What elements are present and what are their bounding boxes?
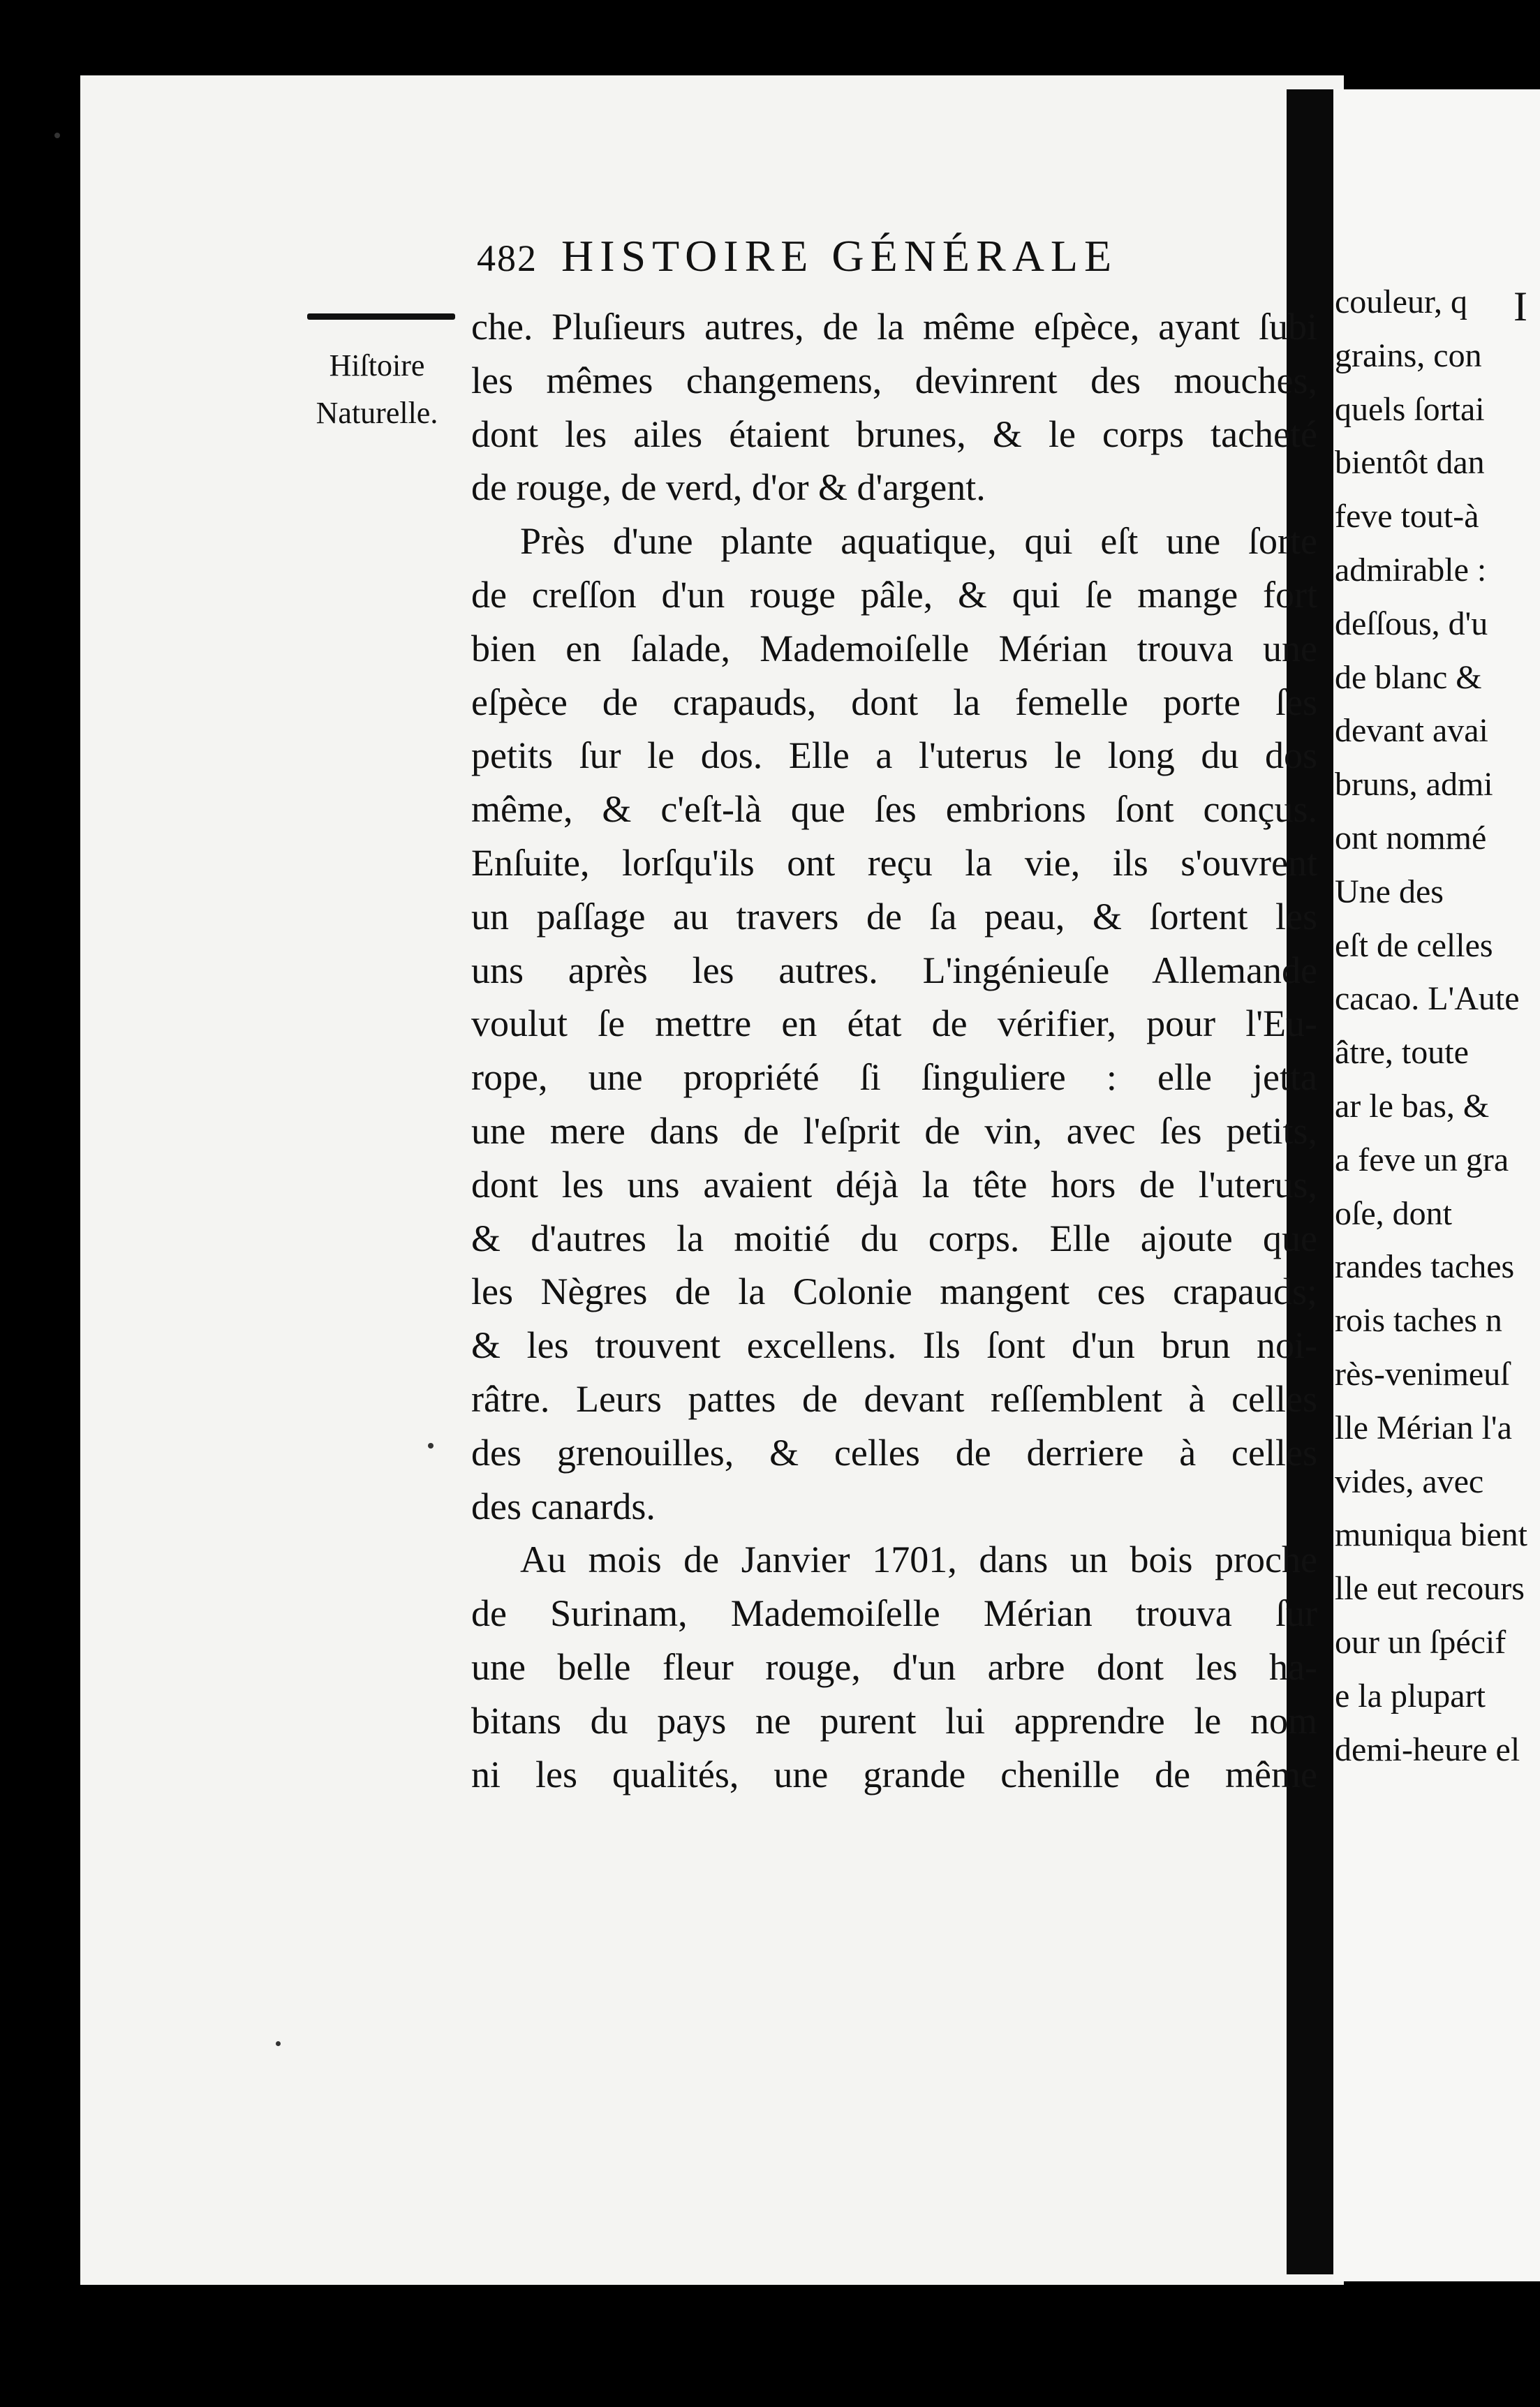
text-line: & d'autres la moitié du corps. Elle ajoute que	[471, 1217, 1317, 1259]
page-number: 482	[477, 237, 538, 279]
text-line: de creſſon d'un rouge pâle, & qui ſe mange fort	[471, 573, 1317, 616]
text-line: un paſſage au travers de ſa peau, & ſortent les	[471, 895, 1317, 938]
text-line: admirable :	[1335, 551, 1487, 588]
text-line: de rouge, de verd, d'or & d'argent.	[471, 466, 986, 509]
text-line: muniqua bient	[1335, 1516, 1527, 1554]
margin-note-line: Hiſtoire	[329, 348, 425, 383]
text-line: rès-venimeuſ	[1335, 1355, 1510, 1393]
text-line: Au mois de Janvier 1701, dans un bois proche	[520, 1539, 1317, 1581]
text-line: devant avai	[1335, 712, 1488, 750]
text-line: bien en ſalade, Mademoiſelle Mérian trouva une	[471, 627, 1317, 669]
text-line: vides, avec	[1335, 1462, 1484, 1500]
text-line: lle eut recours	[1335, 1570, 1525, 1608]
text-line: rope, une propriété ſi ſinguliere : elle jetta	[471, 1056, 1317, 1099]
margin-rule	[307, 313, 455, 320]
text-line: deſſous, d'u	[1335, 605, 1488, 642]
text-line: voulut ſe mettre en état de vérifier, pour l'Eu-	[471, 1002, 1317, 1045]
text-line: une mere dans de l'eſprit de vin, avec ſes petits,	[471, 1109, 1317, 1152]
body-text	[471, 300, 1317, 1801]
text-line: une belle fleur rouge, d'un arbre dont les ha-	[471, 1645, 1317, 1688]
text-line: ar le bas, &	[1335, 1087, 1490, 1125]
text-line: our un ſpécif	[1335, 1623, 1506, 1661]
text-line: bientôt dan	[1335, 444, 1485, 482]
text-line: bitans du pays ne purent lui apprendre le nom	[471, 1699, 1317, 1742]
text-line: dont les uns avaient déjà la tête hors de l'uterus,	[471, 1163, 1317, 1206]
text-line: de blanc &	[1335, 658, 1482, 696]
text-line: dont les ailes étaient brunes, & le corps tacheté	[471, 413, 1317, 455]
margin-note-line: Naturelle.	[316, 396, 438, 430]
text-line: les Nègres de la Colonie mangent ces crapauds;	[471, 1271, 1317, 1313]
text-line: eſpèce de crapauds, dont la femelle porte ſes	[471, 681, 1317, 723]
text-line: des canards.	[471, 1485, 656, 1527]
text-line: bruns, admi	[1335, 766, 1493, 803]
text-line: de Surinam, Mademoiſelle Mérian trouva ſur	[471, 1592, 1317, 1635]
text-line: a feve un gra	[1335, 1141, 1509, 1178]
text-line: même, & c'eſt-là que ſes embrions ſont conçus.	[471, 788, 1317, 831]
scan-speck	[276, 2041, 281, 2046]
text-line: les mêmes changemens, devinrent des mouches,	[471, 359, 1317, 401]
text-line: che. Pluſieurs autres, de la même eſpèce, ayant ſubi	[471, 306, 1317, 348]
scan-speck	[54, 133, 60, 138]
text-line: rois taches n	[1335, 1302, 1502, 1340]
text-line: oſe, dont	[1335, 1194, 1452, 1232]
right-page-running-head: I	[1513, 283, 1527, 329]
text-line: râtre. Leurs pattes de devant reſſemblent à celles	[471, 1377, 1317, 1420]
running-head	[477, 225, 1315, 288]
text-line: Une des	[1335, 873, 1444, 910]
text-line: demi-heure el	[1335, 1731, 1520, 1768]
right-page-text	[1335, 276, 1540, 1777]
text-line: grains, con	[1335, 336, 1482, 374]
text-line: feve tout-à	[1335, 498, 1479, 535]
text-line: âtre, toute	[1335, 1034, 1469, 1072]
text-line: & les trouvent excellens. Ils ſont d'un brun noi-	[471, 1324, 1317, 1367]
text-line: couleur, q	[1335, 283, 1468, 320]
text-line: Enſuite, lorſqu'ils ont reçu la vie, ils s'ouvrent	[471, 841, 1317, 884]
text-line: petits ſur le dos. Elle a l'uterus le long du dos	[471, 734, 1317, 777]
text-line: quels ſortai	[1335, 390, 1485, 428]
margin-note	[290, 342, 464, 437]
text-line: eſt de celles	[1335, 926, 1493, 964]
text-line: lle Mérian l'a	[1335, 1409, 1512, 1446]
text-line: e la plupart	[1335, 1677, 1486, 1714]
text-line: ni les qualités, une grande chenille de même	[471, 1753, 1317, 1795]
scan-speck	[428, 1443, 434, 1449]
running-title: HISTOIRE GÉNÉRALE	[561, 231, 1118, 281]
text-line: des grenouilles, & celles de derriere à celles	[471, 1431, 1317, 1474]
text-line: ont nommé	[1335, 819, 1487, 857]
text-line: randes taches	[1335, 1248, 1515, 1286]
text-line: uns après les autres. L'ingénieuſe Allemande	[471, 949, 1317, 991]
text-line: cacao. L'Aute	[1335, 980, 1520, 1018]
text-line: Près d'une plante aquatique, qui eſt une ſorte	[520, 520, 1317, 563]
